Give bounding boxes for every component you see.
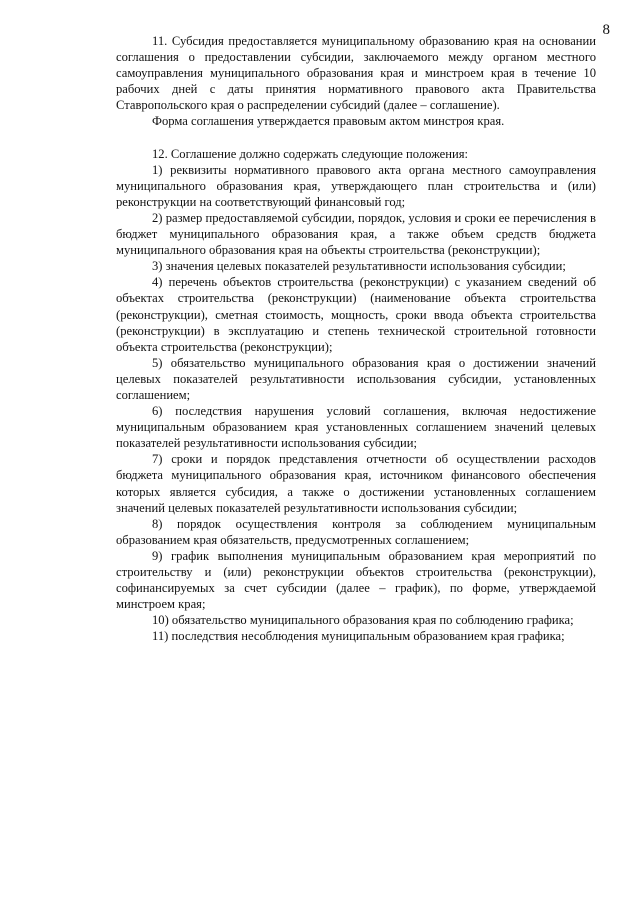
paragraph-subsidy-basis: 11. Субсидия предоставляется муниципальному образованию края на основании соглашения о предоставлении субсидии, заключаемого между органом местного самоуправления муниципального образования края и минстроем края в течение 10 рабочих дней с даты принятия нормативного правового акта Правительства Ставропольского края о распределении субсидий (далее – соглашение). [116,34,596,113]
list-item: 2) размер предоставляемой субсидии, порядок, условия и сроки ее перечисления в бюджет муниципального образования края, а также объем средств бюджета муниципального образования края на объекты строительства (реконструкции); [116,210,596,258]
list-item: 5) обязательство муниципального образования края о достижении значений целевых показателей результативности использования субсидии, установленных соглашением; [116,355,596,402]
list-item: 3) значения целевых показателей результативности использования субсидии; [152,259,566,274]
list-item: 1) реквизиты нормативного правового акта органа местного самоуправления муниципального образования края, утверждающего план строительства и (или) реконструкции на соответствующий финансовый год; [116,162,596,209]
list-item: 9) график выполнения муниципальным образованием края мероприятий по строительству и (или) реконструкции объектов строительства (реконструкции), софинансируемых за счет субсидии (далее – график), по форме, утверждаемой минстроем края; [116,548,596,612]
list-item: 7) сроки и порядок представления отчетности об осуществлении расходов бюджета муниципального образования края, источником финансового обеспечения которых является субсидия, а также о достижении установленных соглашением значений целевых показателей результативности использования субсидии; [116,452,596,515]
document-body [116,33,596,644]
paragraph-agreement-contents: 12. Соглашение должно содержать следующие положения: [152,146,468,161]
list-item: 6) последствия нарушения условий соглашения, включая недостижение муниципальным образованием края установленных соглашением значений целевых показателей результативности использования субсидии; [116,404,596,451]
list-item: 4) перечень объектов строительства (реконструкции) с указанием сведений об объектах строительства (реконструкции) (наименование объекта строительства (реконструкции), сметная стоимость, мощность, сроки ввода объекта строительства (реконструкции) в эксплуатацию и степень технической строительной готовности объекта строительства (реконструкции); [116,275,596,354]
list-item: 8) порядок осуществления контроля за соблюдением муниципальным образованием края обязательств, предусмотренных соглашением; [116,516,596,547]
paragraph-agreement-form: Форма соглашения утверждается правовым актом минстроя края. [152,114,505,129]
list-item: 10) обязательство муниципального образования края по соблюдению графика; [152,613,574,628]
list-item: 11) последствия несоблюдения муниципальным образованием края графика; [152,629,565,644]
page-number: 8 [602,22,610,38]
